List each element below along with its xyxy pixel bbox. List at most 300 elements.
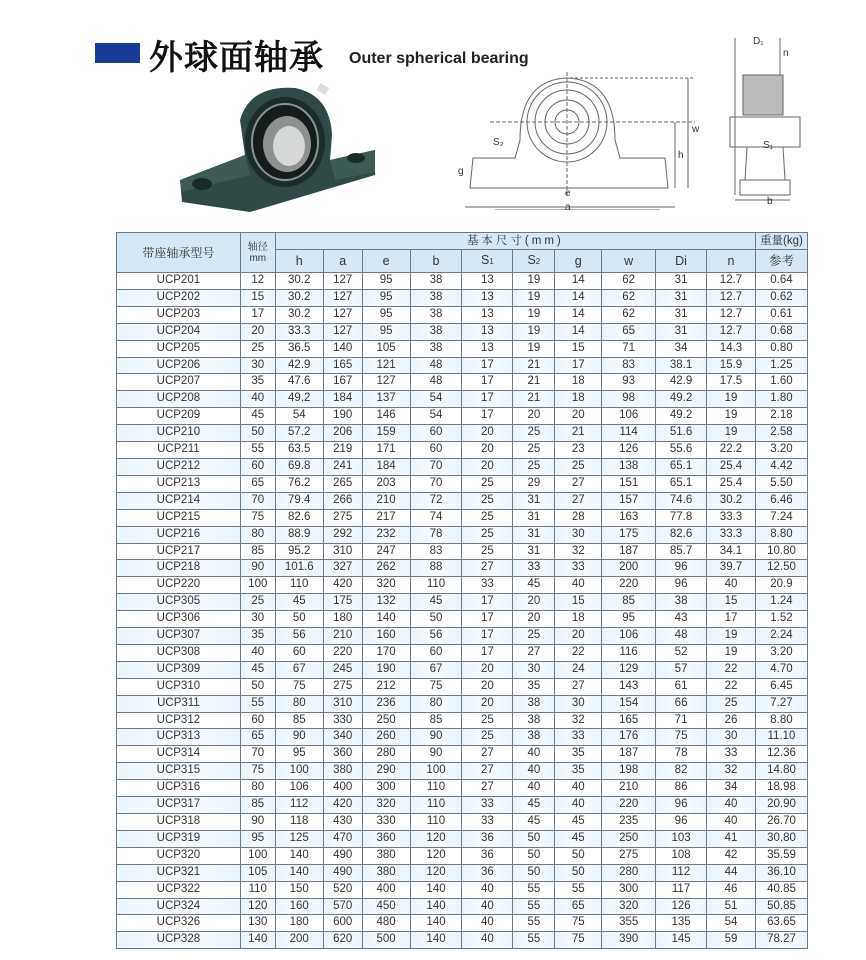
cell-s1: 13 xyxy=(462,289,513,306)
cell-b: 120 xyxy=(410,864,462,881)
cell-w: 235 xyxy=(602,814,656,831)
cell-s2: 50 xyxy=(513,830,555,847)
cell-model: UCP306 xyxy=(117,611,241,628)
table-row xyxy=(117,712,808,729)
cell-s1: 25 xyxy=(462,729,513,746)
cell-g: 14 xyxy=(555,273,602,290)
cell-shaft: 100 xyxy=(240,577,275,594)
cell-model: UCP308 xyxy=(117,644,241,661)
table-row xyxy=(117,492,808,509)
cell-e: 171 xyxy=(362,442,410,459)
cell-shaft: 65 xyxy=(240,475,275,492)
cell-n: 40 xyxy=(707,577,756,594)
cell-di: 96 xyxy=(656,560,707,577)
cell-weight: 7.27 xyxy=(755,695,807,712)
table-row xyxy=(117,797,808,814)
cell-a: 327 xyxy=(323,560,362,577)
cell-di: 108 xyxy=(656,847,707,864)
cell-shaft: 85 xyxy=(240,543,275,560)
cell-s1: 20 xyxy=(462,458,513,475)
cell-model: UCP314 xyxy=(117,746,241,763)
cell-h: 180 xyxy=(275,915,323,932)
cell-s1: 17 xyxy=(462,628,513,645)
cell-s1: 36 xyxy=(462,864,513,881)
cell-h: 200 xyxy=(275,932,323,949)
cell-model: UCP313 xyxy=(117,729,241,746)
cell-di: 43 xyxy=(656,611,707,628)
cell-shaft: 55 xyxy=(240,442,275,459)
cell-h: 95.2 xyxy=(275,543,323,560)
cell-weight: 50.85 xyxy=(755,898,807,915)
cell-s1: 17 xyxy=(462,644,513,661)
cell-a: 180 xyxy=(323,611,362,628)
cell-e: 480 xyxy=(362,915,410,932)
bearing-photo xyxy=(170,80,385,220)
header-weight: 重量(kg) xyxy=(755,233,807,250)
table-row xyxy=(117,644,808,661)
cell-weight: 35.59 xyxy=(755,847,807,864)
cell-model: UCP202 xyxy=(117,289,241,306)
cell-model: UCP309 xyxy=(117,661,241,678)
cell-di: 112 xyxy=(656,864,707,881)
cell-s2: 38 xyxy=(513,729,555,746)
cell-s1: 40 xyxy=(462,932,513,949)
cell-n: 25.4 xyxy=(707,458,756,475)
cell-s2: 45 xyxy=(513,797,555,814)
cell-n: 40 xyxy=(707,797,756,814)
cell-weight: 3.20 xyxy=(755,442,807,459)
cell-h: 30.2 xyxy=(275,273,323,290)
cell-n: 30 xyxy=(707,729,756,746)
cell-a: 265 xyxy=(323,475,362,492)
cell-b: 38 xyxy=(410,273,462,290)
cell-g: 32 xyxy=(555,543,602,560)
cell-b: 110 xyxy=(410,577,462,594)
cell-a: 620 xyxy=(323,932,362,949)
cell-a: 165 xyxy=(323,357,362,374)
cell-weight: 30.80 xyxy=(755,830,807,847)
cell-s2: 25 xyxy=(513,628,555,645)
cell-b: 48 xyxy=(410,357,462,374)
cell-g: 20 xyxy=(555,628,602,645)
cell-e: 95 xyxy=(362,306,410,323)
cell-g: 33 xyxy=(555,560,602,577)
cell-h: 160 xyxy=(275,898,323,915)
cell-di: 77.8 xyxy=(656,509,707,526)
cell-di: 49.2 xyxy=(656,391,707,408)
cell-e: 159 xyxy=(362,425,410,442)
cell-w: 151 xyxy=(602,475,656,492)
cell-g: 18 xyxy=(555,611,602,628)
cell-shaft: 105 xyxy=(240,864,275,881)
cell-h: 125 xyxy=(275,830,323,847)
cell-a: 380 xyxy=(323,763,362,780)
cell-a: 184 xyxy=(323,391,362,408)
cell-weight: 7.24 xyxy=(755,509,807,526)
cell-a: 360 xyxy=(323,746,362,763)
table-row xyxy=(117,695,808,712)
cell-b: 60 xyxy=(410,442,462,459)
cell-a: 140 xyxy=(323,340,362,357)
cell-di: 48 xyxy=(656,628,707,645)
cell-w: 250 xyxy=(602,830,656,847)
cell-n: 12.7 xyxy=(707,289,756,306)
table-row xyxy=(117,898,808,915)
cell-g: 23 xyxy=(555,442,602,459)
cell-b: 38 xyxy=(410,289,462,306)
cell-n: 25.4 xyxy=(707,475,756,492)
cell-n: 22 xyxy=(707,661,756,678)
cell-n: 22 xyxy=(707,678,756,695)
cell-di: 31 xyxy=(656,323,707,340)
cell-b: 110 xyxy=(410,797,462,814)
cell-e: 247 xyxy=(362,543,410,560)
cell-g: 65 xyxy=(555,898,602,915)
cell-h: 80 xyxy=(275,695,323,712)
cell-e: 137 xyxy=(362,391,410,408)
cell-shaft: 15 xyxy=(240,289,275,306)
front-view-drawing xyxy=(450,70,710,210)
cell-g: 30 xyxy=(555,695,602,712)
cell-n: 14.3 xyxy=(707,340,756,357)
cell-s1: 20 xyxy=(462,425,513,442)
cell-s1: 25 xyxy=(462,492,513,509)
cell-di: 31 xyxy=(656,273,707,290)
cell-s1: 17 xyxy=(462,594,513,611)
cell-n: 12.7 xyxy=(707,323,756,340)
cell-w: 143 xyxy=(602,678,656,695)
cell-b: 67 xyxy=(410,661,462,678)
cell-model: UCP205 xyxy=(117,340,241,357)
label-e: e xyxy=(565,188,571,199)
cell-s1: 27 xyxy=(462,763,513,780)
cell-n: 15.9 xyxy=(707,357,756,374)
cell-model: UCP322 xyxy=(117,881,241,898)
cell-w: 71 xyxy=(602,340,656,357)
cell-weight: 2.58 xyxy=(755,425,807,442)
cell-h: 79.4 xyxy=(275,492,323,509)
cell-n: 34.1 xyxy=(707,543,756,560)
cell-s2: 21 xyxy=(513,374,555,391)
cell-w: 300 xyxy=(602,881,656,898)
cell-shaft: 17 xyxy=(240,306,275,323)
cell-shaft: 75 xyxy=(240,763,275,780)
table-row xyxy=(117,526,808,543)
cell-s2: 20 xyxy=(513,408,555,425)
cell-h: 118 xyxy=(275,814,323,831)
cell-model: UCP316 xyxy=(117,780,241,797)
cell-shaft: 12 xyxy=(240,273,275,290)
cell-s2: 38 xyxy=(513,695,555,712)
cell-h: 63.5 xyxy=(275,442,323,459)
cell-weight: 20.9 xyxy=(755,577,807,594)
cell-w: 62 xyxy=(602,289,656,306)
cell-s1: 33 xyxy=(462,577,513,594)
cell-shaft: 85 xyxy=(240,797,275,814)
table-row xyxy=(117,458,808,475)
cell-g: 33 xyxy=(555,729,602,746)
cell-a: 340 xyxy=(323,729,362,746)
cell-a: 241 xyxy=(323,458,362,475)
cell-g: 25 xyxy=(555,458,602,475)
cell-n: 17 xyxy=(707,611,756,628)
header-shaft-unit: mm xyxy=(249,252,267,264)
cell-h: 69.8 xyxy=(275,458,323,475)
cell-shaft: 55 xyxy=(240,695,275,712)
cell-b: 48 xyxy=(410,374,462,391)
table-row xyxy=(117,678,808,695)
cell-w: 163 xyxy=(602,509,656,526)
cell-h: 33.3 xyxy=(275,323,323,340)
cell-s2: 55 xyxy=(513,898,555,915)
cell-b: 45 xyxy=(410,594,462,611)
cell-weight: 1.80 xyxy=(755,391,807,408)
cell-b: 38 xyxy=(410,306,462,323)
cell-shaft: 30 xyxy=(240,357,275,374)
cell-n: 30.2 xyxy=(707,492,756,509)
cell-di: 51.6 xyxy=(656,425,707,442)
cell-h: 47.6 xyxy=(275,374,323,391)
table-row xyxy=(117,273,808,290)
cell-w: 165 xyxy=(602,712,656,729)
cell-e: 212 xyxy=(362,678,410,695)
header-weight-ref: 参考 xyxy=(755,250,807,273)
cell-di: 117 xyxy=(656,881,707,898)
cell-a: 127 xyxy=(323,289,362,306)
cell-s2: 19 xyxy=(513,273,555,290)
cell-a: 275 xyxy=(323,678,362,695)
table-row xyxy=(117,594,808,611)
cell-weight: 0.64 xyxy=(755,273,807,290)
cell-g: 22 xyxy=(555,644,602,661)
cell-weight: 11.10 xyxy=(755,729,807,746)
cell-shaft: 70 xyxy=(240,492,275,509)
header-col-e: e xyxy=(362,250,410,273)
cell-h: 88.9 xyxy=(275,526,323,543)
page-title-cn: 外球面轴承 xyxy=(149,38,324,78)
cell-di: 49.2 xyxy=(656,408,707,425)
cell-h: 30.2 xyxy=(275,289,323,306)
cell-s1: 25 xyxy=(462,475,513,492)
cell-weight: 4.70 xyxy=(755,661,807,678)
label-g: g xyxy=(458,166,464,177)
cell-a: 520 xyxy=(323,881,362,898)
table-row xyxy=(117,475,808,492)
cell-s2: 20 xyxy=(513,594,555,611)
cell-shaft: 130 xyxy=(240,915,275,932)
cell-shaft: 45 xyxy=(240,408,275,425)
cell-s1: 40 xyxy=(462,898,513,915)
cell-w: 157 xyxy=(602,492,656,509)
cell-model: UCP328 xyxy=(117,932,241,949)
cell-di: 42.9 xyxy=(656,374,707,391)
cell-s1: 20 xyxy=(462,661,513,678)
cell-di: 78 xyxy=(656,746,707,763)
cell-shaft: 80 xyxy=(240,780,275,797)
cell-g: 50 xyxy=(555,847,602,864)
cell-weight: 0.62 xyxy=(755,289,807,306)
cell-n: 33.3 xyxy=(707,509,756,526)
cell-di: 96 xyxy=(656,577,707,594)
cell-h: 140 xyxy=(275,847,323,864)
cell-w: 62 xyxy=(602,306,656,323)
cell-model: UCP211 xyxy=(117,442,241,459)
table-row xyxy=(117,661,808,678)
cell-a: 400 xyxy=(323,780,362,797)
cell-model: UCP206 xyxy=(117,357,241,374)
cell-e: 95 xyxy=(362,273,410,290)
cell-b: 54 xyxy=(410,391,462,408)
cell-w: 176 xyxy=(602,729,656,746)
cell-shaft: 45 xyxy=(240,661,275,678)
cell-b: 140 xyxy=(410,932,462,949)
cell-b: 38 xyxy=(410,323,462,340)
cell-s2: 31 xyxy=(513,526,555,543)
cell-a: 245 xyxy=(323,661,362,678)
cell-weight: 63.65 xyxy=(755,915,807,932)
cell-n: 34 xyxy=(707,780,756,797)
cell-di: 86 xyxy=(656,780,707,797)
table-row xyxy=(117,357,808,374)
cell-b: 140 xyxy=(410,881,462,898)
cell-b: 60 xyxy=(410,425,462,442)
table-row xyxy=(117,881,808,898)
cell-b: 83 xyxy=(410,543,462,560)
cell-e: 400 xyxy=(362,881,410,898)
cell-di: 85.7 xyxy=(656,543,707,560)
cell-s1: 25 xyxy=(462,543,513,560)
cell-g: 27 xyxy=(555,475,602,492)
cell-g: 18 xyxy=(555,391,602,408)
table-row xyxy=(117,628,808,645)
cell-s2: 25 xyxy=(513,442,555,459)
cell-model: UCP208 xyxy=(117,391,241,408)
cell-b: 85 xyxy=(410,712,462,729)
cell-model: UCP209 xyxy=(117,408,241,425)
header-col-di: Di xyxy=(656,250,707,273)
cell-s1: 25 xyxy=(462,526,513,543)
cell-shaft: 30 xyxy=(240,611,275,628)
cell-s1: 20 xyxy=(462,695,513,712)
cell-n: 32 xyxy=(707,763,756,780)
table-row xyxy=(117,814,808,831)
cell-di: 135 xyxy=(656,915,707,932)
cell-shaft: 75 xyxy=(240,509,275,526)
cell-shaft: 40 xyxy=(240,391,275,408)
cell-b: 54 xyxy=(410,408,462,425)
cell-a: 430 xyxy=(323,814,362,831)
cell-weight: 1.25 xyxy=(755,357,807,374)
cell-h: 50 xyxy=(275,611,323,628)
header-col-a: a xyxy=(323,250,362,273)
table-row xyxy=(117,746,808,763)
cell-di: 103 xyxy=(656,830,707,847)
cell-e: 262 xyxy=(362,560,410,577)
cell-weight: 0.61 xyxy=(755,306,807,323)
cell-weight: 0.80 xyxy=(755,340,807,357)
cell-b: 60 xyxy=(410,644,462,661)
cell-s2: 25 xyxy=(513,425,555,442)
cell-a: 275 xyxy=(323,509,362,526)
cell-s1: 40 xyxy=(462,915,513,932)
cell-e: 250 xyxy=(362,712,410,729)
cell-e: 500 xyxy=(362,932,410,949)
cell-w: 129 xyxy=(602,661,656,678)
cell-w: 210 xyxy=(602,780,656,797)
cell-shaft: 25 xyxy=(240,340,275,357)
cell-b: 88 xyxy=(410,560,462,577)
cell-di: 31 xyxy=(656,289,707,306)
cell-di: 96 xyxy=(656,797,707,814)
cell-model: UCP213 xyxy=(117,475,241,492)
cell-h: 140 xyxy=(275,864,323,881)
cell-weight: 36.10 xyxy=(755,864,807,881)
cell-g: 40 xyxy=(555,577,602,594)
cell-h: 67 xyxy=(275,661,323,678)
cell-h: 60 xyxy=(275,644,323,661)
cell-h: 90 xyxy=(275,729,323,746)
cell-s1: 27 xyxy=(462,746,513,763)
cell-n: 19 xyxy=(707,391,756,408)
cell-weight: 78.27 xyxy=(755,932,807,949)
cell-a: 210 xyxy=(323,628,362,645)
cell-shaft: 60 xyxy=(240,458,275,475)
table-row xyxy=(117,577,808,594)
cell-a: 206 xyxy=(323,425,362,442)
cell-s1: 27 xyxy=(462,780,513,797)
cell-n: 22.2 xyxy=(707,442,756,459)
table-row xyxy=(117,543,808,560)
cell-b: 78 xyxy=(410,526,462,543)
cell-model: UCP215 xyxy=(117,509,241,526)
cell-a: 127 xyxy=(323,273,362,290)
cell-s2: 19 xyxy=(513,289,555,306)
cell-h: 85 xyxy=(275,712,323,729)
cell-e: 260 xyxy=(362,729,410,746)
cell-weight: 4.42 xyxy=(755,458,807,475)
label-h: h xyxy=(678,150,684,161)
cell-n: 17.5 xyxy=(707,374,756,391)
table-row xyxy=(117,932,808,949)
cell-w: 93 xyxy=(602,374,656,391)
cell-weight: 5.50 xyxy=(755,475,807,492)
cell-s2: 50 xyxy=(513,847,555,864)
cell-w: 85 xyxy=(602,594,656,611)
cell-n: 42 xyxy=(707,847,756,864)
table-row xyxy=(117,915,808,932)
table-row xyxy=(117,763,808,780)
cell-weight: 26.70 xyxy=(755,814,807,831)
table-row xyxy=(117,374,808,391)
cell-s1: 36 xyxy=(462,847,513,864)
cell-w: 320 xyxy=(602,898,656,915)
cell-b: 110 xyxy=(410,814,462,831)
cell-a: 310 xyxy=(323,543,362,560)
cell-g: 27 xyxy=(555,492,602,509)
cell-s1: 20 xyxy=(462,442,513,459)
cell-model: UCP319 xyxy=(117,830,241,847)
cell-s1: 13 xyxy=(462,273,513,290)
cell-w: 355 xyxy=(602,915,656,932)
cell-shaft: 80 xyxy=(240,526,275,543)
cell-n: 39.7 xyxy=(707,560,756,577)
cell-b: 100 xyxy=(410,763,462,780)
cell-weight: 8.80 xyxy=(755,526,807,543)
cell-g: 18 xyxy=(555,374,602,391)
table-row xyxy=(117,340,808,357)
cell-w: 95 xyxy=(602,611,656,628)
cell-s1: 36 xyxy=(462,830,513,847)
